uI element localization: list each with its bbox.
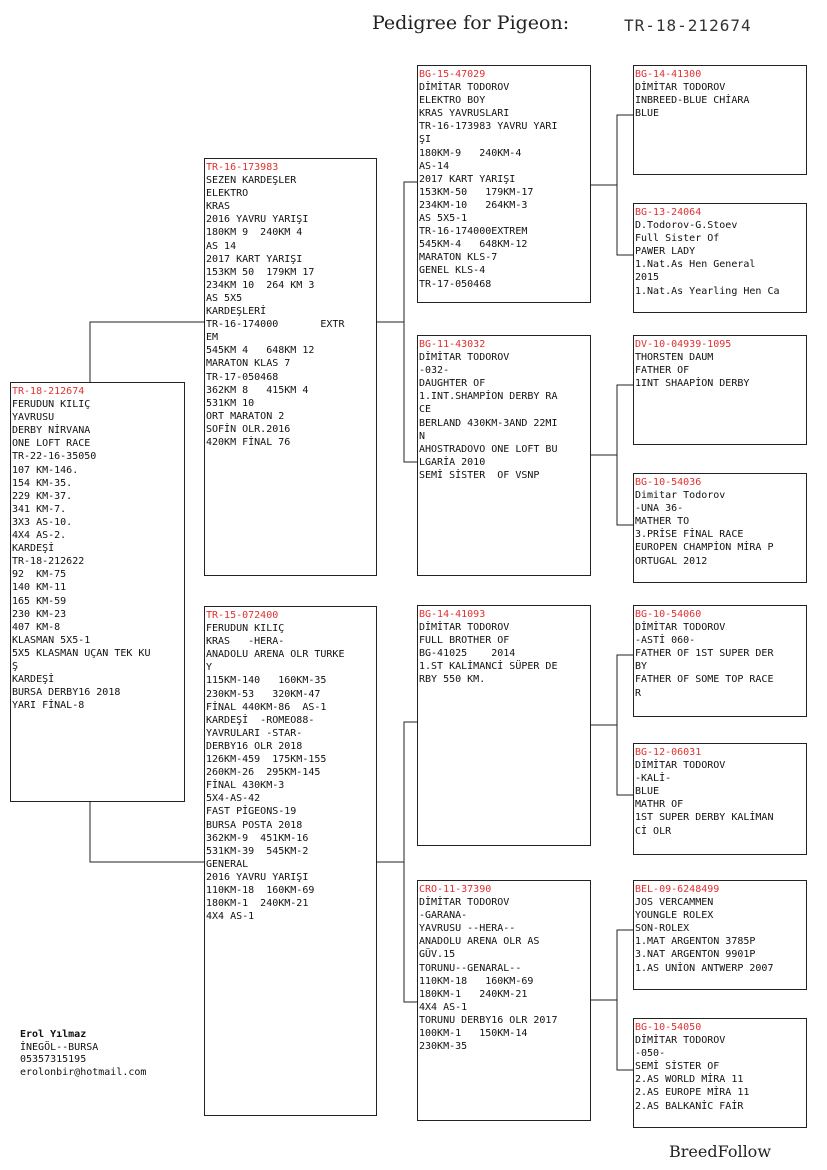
- pigeon-details: [635, 219, 806, 298]
- detail-line: DİMİTAR TODOROV: [635, 622, 726, 634]
- pigeon-details: [419, 351, 590, 482]
- detail-line: 260KM-26 295KM-145: [206, 767, 321, 779]
- detail-line: 545KM-4 648KM-12: [419, 239, 528, 251]
- detail-line: 230KM-53 320KM-47: [206, 688, 321, 700]
- detail-line: 2015: [635, 272, 660, 284]
- pigeon-card-dam: [204, 606, 377, 1116]
- connector-ds-dss: [617, 655, 633, 725]
- detail-line: DİMİTAR TODOROV: [419, 352, 510, 364]
- connector-sd-sds: [617, 385, 633, 455]
- detail-line: DERBY16 OLR 2018: [206, 740, 303, 752]
- detail-line: 180KM-9 240KM-4: [419, 147, 522, 159]
- detail-line: AS 5X5: [206, 292, 243, 304]
- detail-line: KRAS -HERA-: [206, 636, 285, 648]
- detail-line: 3X3 AS-10.: [12, 516, 73, 528]
- detail-line: 140 KM-11: [12, 582, 67, 594]
- detail-line: 1.AS UNİON ANTWERP 2007: [635, 962, 774, 974]
- pigeon-details: [635, 489, 806, 568]
- detail-line: TR-16-173983 YAVRU YARI: [419, 121, 558, 133]
- detail-line: FATHER OF 1ST SUPER DER: [635, 648, 774, 660]
- pigeon-details: [12, 398, 184, 712]
- detail-line: 5X4-AS-42: [206, 793, 261, 805]
- detail-line: 5X5 KLASMAN UÇAN TEK KU: [12, 647, 151, 659]
- detail-line: 107 KM-146.: [12, 464, 79, 476]
- detail-line: DAUGHTER OF: [419, 378, 486, 390]
- connector-sire-sd: [404, 322, 417, 462]
- detail-line: 1INT SHAAPİON DERBY: [635, 378, 750, 390]
- detail-line: 4X4 AS-2.: [12, 530, 67, 542]
- connector-sire-ss: [404, 182, 417, 322]
- detail-line: N: [419, 430, 426, 442]
- detail-line: ORTUGAL 2012: [635, 555, 708, 567]
- pigeon-details: [419, 896, 590, 1053]
- pigeon-details: [635, 1034, 806, 1113]
- detail-line: 126KM-459 175KM-155: [206, 754, 327, 766]
- detail-line: FATHER OF SOME TOP RACE: [635, 674, 774, 686]
- page-title: Pedigree for Pigeon:: [372, 12, 570, 34]
- detail-line: R: [635, 687, 642, 699]
- detail-line: -050-: [635, 1048, 666, 1060]
- pigeon-card-dam-sire-sire: [633, 605, 807, 717]
- connector-ss-ssd: [617, 185, 633, 255]
- detail-line: MARATON KLAS 7: [206, 358, 291, 370]
- detail-line: 154 KM-35.: [12, 477, 73, 489]
- pigeon-card-dam-dam-sire: [633, 880, 807, 990]
- detail-line: BLUE: [635, 108, 660, 120]
- detail-line: BLUE: [635, 786, 660, 798]
- ring-number: BG-10-54050: [635, 1022, 702, 1033]
- pigeon-card-sire-sire-sire: [633, 65, 807, 175]
- detail-line: BG-41025 2014: [419, 648, 516, 660]
- detail-line: EUROPEN CHAMPİON MİRA P: [635, 542, 774, 554]
- detail-line: Ş: [12, 660, 19, 672]
- detail-line: TR-17-050468: [206, 371, 279, 383]
- ring-number: BG-10-54036: [635, 477, 702, 488]
- pigeon-details: [635, 759, 806, 838]
- detail-line: 2.AS WORLD MİRA 11: [635, 1074, 744, 1086]
- detail-line: AS 14: [206, 240, 237, 252]
- detail-line: 230 KM-23: [12, 608, 67, 620]
- detail-line: 531KM 10: [206, 397, 255, 409]
- detail-line: PAWER LADY: [635, 246, 696, 258]
- detail-line: 180KM-1 240KM-21: [419, 988, 528, 1000]
- detail-line: Y: [206, 662, 213, 674]
- pigeon-card-sire-sire-dam: [633, 203, 807, 313]
- detail-line: DERBY NİRVANA: [12, 425, 91, 437]
- detail-line: AHOSTRADOVO ONE LOFT BU: [419, 443, 558, 455]
- connector-ds-dsd: [617, 725, 633, 795]
- pigeon-details: [419, 621, 590, 686]
- detail-line: DİMİTAR TODOROV: [635, 1035, 726, 1047]
- ring-number: DV-10-04939-1095: [635, 339, 732, 350]
- detail-line: JOS VERCAMMEN: [635, 897, 714, 909]
- subject-ring-title: TR-18-212674: [624, 16, 752, 35]
- pigeon-card-sire-sire: [417, 65, 591, 303]
- pigeon-card-dam-dam: [417, 880, 591, 1121]
- detail-line: 1.INT.SHAMPİON DERBY RA: [419, 391, 558, 403]
- detail-line: KARDEŞİ -ROMEO88-: [206, 714, 315, 726]
- pigeon-card-sire: [204, 158, 377, 576]
- detail-line: ELEKTRO BOY: [419, 95, 486, 107]
- owner-info: [20, 1029, 146, 1079]
- detail-line: EM: [206, 332, 219, 344]
- connector-ss-sss: [617, 115, 633, 185]
- detail-line: KRAS YAVRUSLARI: [419, 108, 510, 120]
- detail-line: GÜV.15: [419, 949, 456, 961]
- detail-line: DİMİTAR TODOROV: [635, 760, 726, 772]
- ring-number: CRO-11-37390: [419, 884, 492, 895]
- detail-line: BURSA POSTA 2018: [206, 819, 303, 831]
- detail-line: KARDEŞİ: [12, 543, 55, 555]
- ring-number: BG-14-41300: [635, 69, 702, 80]
- detail-line: YAVRULARI -STAR-: [206, 727, 303, 739]
- ring-number: TR-16-173983: [206, 162, 279, 173]
- detail-line: 362KM-9 451KM-16: [206, 832, 309, 844]
- detail-line: AS 5X5-1: [419, 213, 468, 225]
- detail-line: -032-: [419, 365, 450, 377]
- detail-line: YARI FİNAL-8: [12, 700, 85, 712]
- detail-line: 1.Nat.As Yearling Hen Ca: [635, 285, 780, 297]
- detail-line: AS-14: [419, 160, 450, 172]
- detail-line: 1.MAT ARGENTON 3785P: [635, 936, 756, 948]
- detail-line: 115KM-140 160KM-35: [206, 675, 327, 687]
- brand-footer: BreedFollow: [669, 1142, 772, 1161]
- detail-line: Cİ OLR: [635, 825, 672, 837]
- detail-line: ELEKTRO: [206, 188, 249, 200]
- detail-line: 362KM 8 415KM 4: [206, 384, 309, 396]
- detail-line: KLASMAN 5X5-1: [12, 634, 91, 646]
- connector-subject-dam: [90, 802, 204, 862]
- detail-line: YAVRUSU --HERA--: [419, 923, 516, 935]
- detail-line: TR-22-16-35050: [12, 451, 97, 463]
- owner-email[interactable]: erolonbir@hotmail.com: [20, 1066, 147, 1078]
- detail-line: TR-16-174000EXTREM: [419, 226, 528, 238]
- detail-line: DİMİTAR TODOROV: [419, 897, 510, 909]
- detail-line: 545KM 4 648KM 12: [206, 345, 315, 357]
- pigeon-card-dam-sire: [417, 605, 591, 846]
- detail-line: 420KM FİNAL 76: [206, 436, 291, 448]
- ring-number: BG-13-24064: [635, 207, 702, 218]
- pigeon-card-sire-dam: [417, 335, 591, 576]
- detail-line: 531KM-39 545KM-2: [206, 845, 309, 857]
- detail-line: TR-18-212622: [12, 556, 85, 568]
- detail-line: 1.Nat.As Hen General: [635, 259, 756, 271]
- detail-line: 229 KM-37.: [12, 490, 73, 502]
- ring-number: BG-15-47029: [419, 69, 486, 80]
- detail-line: 153KM-50 179KM-17: [419, 186, 534, 198]
- detail-line: CE: [419, 404, 432, 416]
- ring-number: TR-15-072400: [206, 610, 279, 621]
- detail-line: TR-16-174000 EXTR: [206, 319, 345, 331]
- detail-line: 407 KM-8: [12, 621, 61, 633]
- detail-line: 234KM-10 264KM-3: [419, 199, 528, 211]
- detail-line: 3.NAT ARGENTON 9901P: [635, 949, 756, 961]
- detail-line: ORT MARATON 2: [206, 410, 285, 422]
- detail-line: -ASTİ 060-: [635, 635, 696, 647]
- detail-line: BURSA DERBY16 2018: [12, 687, 121, 699]
- detail-line: ŞI: [419, 134, 432, 146]
- detail-line: 4X4 AS-1: [419, 1001, 468, 1013]
- detail-line: D.Todorov-G.Stoev: [635, 220, 738, 232]
- pigeon-details: [419, 81, 590, 291]
- detail-line: FERUDUN KILIÇ: [206, 623, 285, 635]
- detail-line: MATHR OF: [635, 799, 684, 811]
- detail-line: 180KM 9 240KM 4: [206, 227, 303, 239]
- detail-line: 180KM-1 240KM-21: [206, 898, 309, 910]
- detail-line: THORSTEN DAUM: [635, 352, 714, 364]
- detail-line: 2.AS BALKANİC FAİR: [635, 1100, 744, 1112]
- ring-number: BG-11-43032: [419, 339, 486, 350]
- detail-line: DİMİTAR TODOROV: [419, 82, 510, 94]
- ring-number: BEL-09-6248499: [635, 884, 720, 895]
- connector-dam-ds: [404, 722, 417, 862]
- owner-name: Erol Yılmaz: [20, 1029, 87, 1040]
- detail-line: FATHER OF: [635, 365, 690, 377]
- detail-line: Full Sister Of: [635, 233, 720, 245]
- detail-line: 341 KM-7.: [12, 503, 67, 515]
- pigeon-details: [635, 896, 806, 975]
- detail-line: 2017 KART YARIŞI: [206, 253, 303, 265]
- detail-line: -UNA 36-: [635, 503, 684, 515]
- connector-dam-dd: [404, 862, 417, 1002]
- detail-line: SEMİ SİSTER OF: [635, 1061, 720, 1073]
- detail-line: ANADOLU ARENA OLR AS: [419, 936, 540, 948]
- detail-line: TORUNU DERBY16 OLR 2017: [419, 1014, 558, 1026]
- detail-line: ANADOLU ARENA OLR TURKE: [206, 649, 345, 661]
- pigeon-card-dam-dam-dam: [633, 1018, 807, 1128]
- detail-line: Dimitar Todorov: [635, 490, 726, 502]
- detail-line: FERUDUN KILIÇ: [12, 399, 91, 411]
- detail-line: -GARANA-: [419, 910, 468, 922]
- detail-line: ONE LOFT RACE: [12, 438, 91, 450]
- owner-phone: 05357315195: [20, 1054, 87, 1066]
- detail-line: KARDEŞİ: [12, 674, 55, 686]
- connector-dd-ddd: [617, 1000, 633, 1070]
- detail-line: 3.PRİSE FİNAL RACE: [635, 529, 744, 541]
- pigeon-card-dam-sire-dam: [633, 743, 807, 855]
- detail-line: FAST PİGEONS-19: [206, 806, 297, 818]
- detail-line: FULL BROTHER OF: [419, 635, 510, 647]
- detail-line: 1.ST KALİMANCİ SÜPER DE: [419, 661, 558, 673]
- detail-line: SOFİN OLR.2016: [206, 423, 291, 435]
- detail-line: 234KM 10 264 KM 3: [206, 279, 315, 291]
- pigeon-details: [635, 351, 806, 390]
- pigeon-card-subject: [10, 382, 185, 802]
- detail-line: BERLAND 430KM-3AND 22MI: [419, 417, 558, 429]
- detail-line: FİNAL 430KM-3: [206, 780, 285, 792]
- detail-line: SEMİ SİSTER OF VSNP: [419, 469, 540, 481]
- ring-number: TR-18-212674: [12, 386, 85, 397]
- detail-line: 2.AS EUROPE MİRA 11: [635, 1087, 750, 1099]
- ring-number: BG-10-54060: [635, 609, 702, 620]
- detail-line: KARDEŞLERİ: [206, 306, 267, 318]
- detail-line: 2017 KART YARIŞI: [419, 173, 516, 185]
- detail-line: KRAS: [206, 201, 231, 213]
- detail-line: LGARİA 2010: [419, 456, 486, 468]
- detail-line: YOUNGLE ROLEX: [635, 910, 714, 922]
- pigeon-details: [206, 622, 376, 923]
- detail-line: GENEL KLS-4: [419, 265, 486, 277]
- detail-line: 92 KM-75: [12, 569, 67, 581]
- detail-line: FİNAL 440KM-86 AS-1: [206, 701, 327, 713]
- detail-line: INBREED-BLUE CHİARA: [635, 95, 750, 107]
- detail-line: SEZEN KARDEŞLER: [206, 175, 297, 187]
- ring-number: BG-12-06031: [635, 747, 702, 758]
- detail-line: DİMİTAR TODOROV: [635, 82, 726, 94]
- detail-line: RBY 550 KM.: [419, 674, 486, 686]
- ring-number: BG-14-41093: [419, 609, 486, 620]
- detail-line: 230KM-35: [419, 1041, 468, 1053]
- pigeon-details: [206, 174, 376, 449]
- pigeon-card-sire-dam-sire: [633, 335, 807, 445]
- connector-subject-sire: [90, 322, 204, 382]
- detail-line: -KALİ-: [635, 773, 672, 785]
- owner-city: İNEGÖL--BURSA: [20, 1041, 99, 1053]
- detail-line: 1ST SUPER DERBY KALİMAN: [635, 812, 774, 824]
- detail-line: 165 KM-59: [12, 595, 67, 607]
- detail-line: TR-17-050468: [419, 278, 492, 290]
- detail-line: BY: [635, 661, 648, 673]
- detail-line: 2016 YAVRU YARIŞI: [206, 214, 309, 226]
- connector-sd-sdd: [617, 455, 633, 525]
- detail-line: TORUNU--GENARAL--: [419, 962, 522, 974]
- detail-line: YAVRUSU: [12, 412, 55, 424]
- detail-line: GENERAL: [206, 858, 249, 870]
- detail-line: 153KM 50 179KM 17: [206, 266, 315, 278]
- pigeon-details: [635, 81, 806, 120]
- detail-line: MATHER TO: [635, 516, 690, 528]
- detail-line: 110KM-18 160KM-69: [206, 884, 315, 896]
- pigeon-details: [635, 621, 806, 700]
- detail-line: MARATON KLS-7: [419, 252, 498, 264]
- detail-line: 100KM-1 150KM-14: [419, 1028, 528, 1040]
- detail-line: 4X4 AS-1: [206, 911, 255, 923]
- detail-line: 2016 YAVRU YARIŞI: [206, 871, 309, 883]
- detail-line: DİMİTAR TODOROV: [419, 622, 510, 634]
- pigeon-card-sire-dam-dam: [633, 473, 807, 583]
- detail-line: 110KM-18 160KM-69: [419, 975, 534, 987]
- detail-line: SON-ROLEX: [635, 923, 690, 935]
- connector-dd-dds: [617, 930, 633, 1000]
